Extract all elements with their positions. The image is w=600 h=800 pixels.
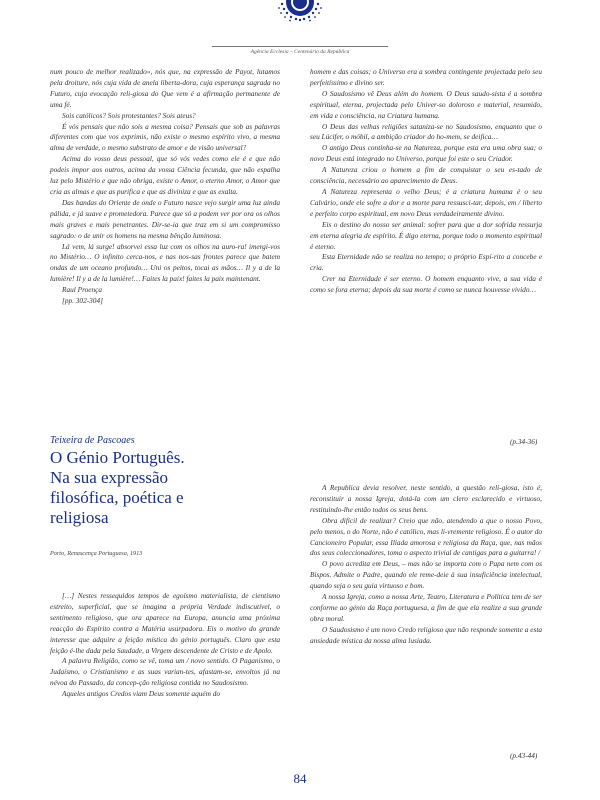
article-source: Porto, Renascença Portuguesa, 1913	[50, 550, 143, 557]
header-divider	[212, 46, 388, 47]
paragraph: A Republica devia resolver, neste sentido, a questão reli-giosa, isto é, reconstituir a nossa Igreja, dotá-la com um clero esclarecido e virtuoso, restituindo-lhe então todos os seus bens.	[310, 483, 542, 514]
page-number: 84	[293, 771, 307, 786]
paragraph: O Saudosismo vê Deus além do homem. O Deus saudo-sista é a sombra espiritual, eterna, projectada pelo Univer-so doloroso e material, resumido, em vida e consciência, na Criatura humana.	[310, 88, 542, 120]
article-title	[50, 448, 290, 528]
paragraph: […] Nestes ressequidos tempos de egoísmo materialista, de cientismo estreito, superficial, que se imagina a própria Verdade indiscutível, o sentimento religioso, que ora aparece na Europa, anuncia uma próxima reacção do Espírito contra a Matéria usurpadora. Eis o motivo do grande interesse que adquire a feição mística do génio português. Claro que esta feição é-lhe dada pela Saudade, a Virgem descendente de Cristo e de Apolo.	[50, 591, 280, 655]
dotted-logo	[270, 0, 330, 22]
right-column-top	[310, 67, 542, 296]
paragraph: A nossa Igreja, como a nossa Arte, Teatro, Literatura e Política tem de ser conforme ao génio da Raça portuguesa, a fim de que ela realize a sua grande obra moral.	[310, 592, 542, 623]
title-line: Na sua expressão	[50, 468, 169, 487]
page-reference: [pp. 302-304]	[62, 296, 103, 306]
paragraph: É vós pensais que não sois a mesma coisa? Pensais que sob as palavras diferentes com que vos exprimis, não existe o mesmo espírito vivo, a mesma alma de verdade, o mesmo substrato de amor e de visão universal?	[50, 121, 280, 153]
paragraph: O Deus das velhas religiões sataniza-se no Saudosismo, enquanto que o seu Lúcifer, o móbil, a ambição criador do ho-mem, se deifica…	[310, 121, 542, 142]
title-line: religiosa	[50, 508, 109, 527]
paragraph: A Natureza criou o homem a fim de conquistar o seu es-tado de consciência, necessário ao aparecimento de Deus.	[310, 165, 542, 186]
paragraph: O Saudosismo é um novo Credo religioso que não responde somente a esta ansiedade mística da nossa alma lusíada.	[310, 624, 542, 645]
header-caption: Agência Ecclesia – Centenário da República	[250, 49, 350, 55]
paragraph: Acima do vosso deus pessoal, que só vós vedes como ele é e que não podeis impor aos outros, acima da vossa Ciência fecunda, que não espalha luz pelo Mistério e que não obriga, existe o Amor, o eterno Amor, o Amor que cria as almas e que as purifica e que as diviniza e que as exalta.	[50, 154, 280, 196]
left-column-top	[50, 67, 280, 307]
paragraph: A Natureza representa o velho Deus; é a criatura humana é o seu Calvário, onde ele sofre a dor e a morte para ressusci-tar, depois, em / liberto e perfeito corpo espiritual, em novo Deus verdadeiramente divino.	[310, 186, 542, 218]
page-reference: (p.43-44)	[510, 751, 538, 760]
paragraph: Eis o destino do nosso ser animal: sofrer para que a dor sofrida ressurja em eterna alegria de espírito. É digo eterna, porque todo o momento espiritual é eterno.	[310, 219, 542, 251]
signature: Raul Proença	[62, 285, 103, 295]
paragraph: Obra difícil de realizar? Creio que não, atendendo a que o nosso Povo, pelo menos, o do Norte, não é católico, mas li-vremente religioso. É o autor do Cancioneiro Popular, essa Ilíada amorosa e religiosa da Raça, que, nas mãos dos seus coleccionadores, toma o aspecto trivial de cantigas para a guitarra! /	[310, 515, 542, 558]
paragraph: Lá vem, lá surge! absorvei essa luz com os olhos na auro-ra! imergi-vos no Mistério… O infinito cerca-nos, e nas nos-sas frontes parece que batem ondas de um oceano profundo… Uni os peitos, tocai as mãos… Il y a de la lumière! Il y a de la lumière!… Faites la paix! faites la paix maintenant.	[50, 241, 280, 284]
right-column-bottom	[310, 483, 542, 647]
paragraph: Aqueles antigos Credos viam Deus somente aquém do	[62, 689, 221, 699]
article-author: Teixeira de Pascoaes	[50, 435, 135, 446]
paragraph: Sois católicos? Sois protestantes? Sois ateus?	[62, 110, 196, 120]
left-column-bottom	[50, 591, 280, 700]
paragraph: O povo acredita em Deus, – mas não se importa com o Papa nem com os Bispos. Admite o Padre, quando ele reme-deie à sua insuficiência intelectual, quando seja o seu guia virtuoso e bom.	[310, 559, 542, 591]
paragraph: Esta Eternidade não se realiza no tempo; o próprio Espí-rito a concebe e cria.	[310, 252, 542, 273]
paragraph: Crer na Eternidade é ser eterno. O homem enquanto vive, a sua vida é como se fora eterna; depois da sua morte é como se nunca houvesse vivido…	[310, 274, 542, 295]
title-line: filosófica, poética e	[50, 488, 184, 507]
title-line: O Génio Português.	[50, 448, 185, 467]
paragraph: A palavra Religião, como se vê, toma um / novo sentido. O Paganismo, o Judaísmo, o Cristianismo e as suas varian-tes, afastam-se, envoltos já na névoa do Passado, da concep-ção religiosa contida no Saudosismo.	[50, 656, 280, 688]
page-reference: (p.34-36)	[510, 437, 538, 446]
paragraph: homem e das coisas; o Universo era a sombra contingente projectada pelo seu perfeitíssimo e divino ser.	[310, 67, 542, 87]
paragraph: Das bandas do Oriente de onde o Futuro nasce vejo surgir uma luz ainda pálida, e já suave e prometedora. Parece que só a podem ver por ora os olhos mais graves e mais penetrantes. Dir-se-ia que traz em si um compromisso sagrado: o de unir os homens na mesma bênção luminosa.	[50, 197, 280, 240]
paragraph: num pouco de melhor realizado», nós que, na expressão de Payot, lutamos pela droiture, nós cuja vida de anela liberta-dora, cuja esperança sagrada no Futuro, cuja evocação reli-giosa do Que vem é a afirmação permanente de uma fé.	[50, 67, 280, 109]
paragraph: O antigo Deus continha-se na Natureza, porque esta era uma obra sua; o novo Deus está integrado no Universo, porque foi este o seu Criador.	[310, 143, 542, 164]
